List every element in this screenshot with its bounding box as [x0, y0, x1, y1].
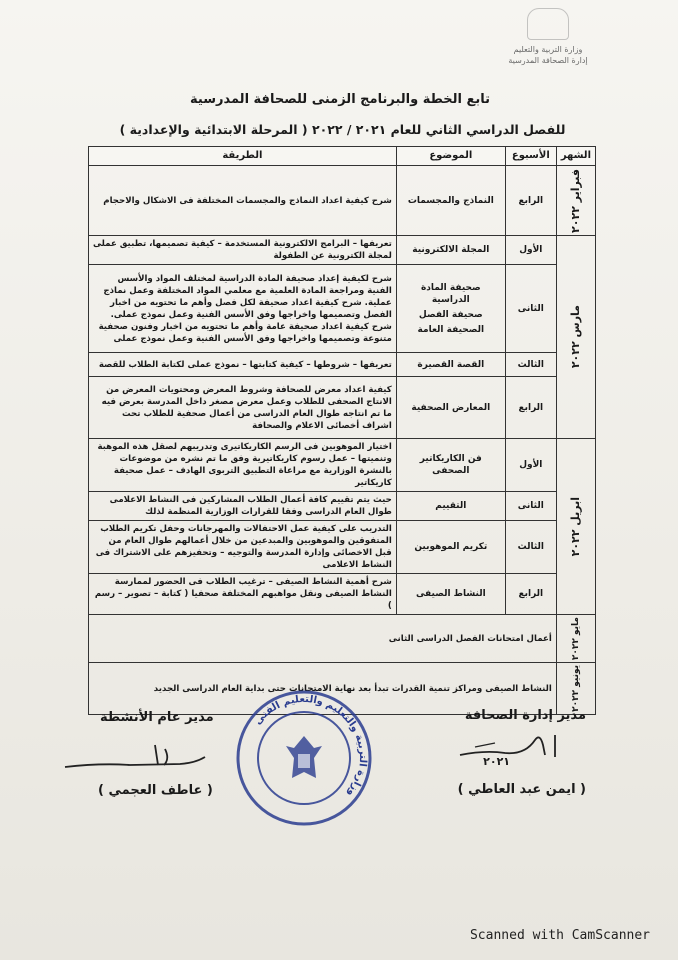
month-label: يونيو ٢٠٢٢: [570, 665, 581, 712]
activities-director-signature: [60, 735, 210, 780]
week-cell: الرابع: [505, 377, 556, 439]
table-row: [89, 353, 596, 377]
logo-line-2: إدارة الصحافة المدرسية: [508, 56, 588, 65]
week-cell: الرابع: [505, 166, 556, 236]
document-title: تابع الخطة والبرنامج الزمنى للصحافة المدرسية: [190, 92, 490, 107]
table-row: [89, 265, 596, 353]
week-cell: الثالث: [505, 521, 556, 574]
month-cell: [556, 236, 595, 439]
header-topic: الموضوع: [396, 147, 505, 166]
month-cell: [556, 166, 595, 236]
month-label: مايو ٢٠٢٢: [570, 617, 581, 661]
topic-cell: المعارض الصحفية: [396, 377, 505, 439]
week-cell: الأول: [505, 236, 556, 265]
table-row: [89, 236, 596, 265]
week-cell: الثانى: [505, 492, 556, 521]
topic-subject-paper: صحيفة المادة الدراسية: [420, 282, 481, 305]
span-cell: أعمال امتحانات الفصل الدراسى الثانى: [89, 615, 557, 663]
span-cell: النشاط الصيفى ومراكز تنمية القدرات تبدأ بعد نهاية الامتحانات حتى بداية العام الدراسى الجديد: [89, 663, 557, 715]
table-row: [89, 377, 596, 439]
method-cell: التدريب على كيفية عمل الاحتفالات والمهرجانات وحفل تكريم الطلاب المتفوقين والموهوبين والمبدعين من خلال أعمالهم طوال العام من قبل الاخصائى وإدارة المدرسة والتوجيه – وتحفيزهم على الاشتراك فى النشاط الاعلامى: [89, 521, 397, 574]
method-cell: تعريفها – البرامج الالكترونية المستخدمة – كيفية تصميمها، تطبيق عملى لمجلة الكترونية عن الطفولة: [89, 236, 397, 265]
method-cell: تعريفها – شروطها – كيفية كتابتها – نموذج عملى لكتابة الطلاب للقصة: [89, 353, 397, 377]
press-director-title: مدير إدارة الصحافة: [464, 708, 586, 723]
topic-class-paper: صحيفة الفصل: [418, 309, 483, 320]
topic-cell: المجلة الالكترونية: [396, 236, 505, 265]
method-cell: شرح كيفية اعداد النماذج والمجسمات المختلفة فى الاشكال والاحجام: [89, 166, 397, 236]
month-cell: [556, 439, 595, 615]
month-label: مارس ٢٠٢٢: [568, 305, 582, 369]
topic-cell: تكريم الموهوبين: [396, 521, 505, 574]
topic-cell: فن الكاريكاتير الصحفى: [396, 439, 505, 492]
topic-cell: النشاط الصيفى: [396, 574, 505, 615]
stamp-ring-text: وزارة التربية والتعليم والتعليم الفنى: [252, 693, 369, 799]
eagle-emblem-icon: [527, 8, 569, 40]
plan-table: [88, 146, 596, 715]
press-director-name: ( ايمن عبد العاطي ): [457, 782, 586, 797]
week-cell: الثالث: [505, 353, 556, 377]
month-cell: [556, 615, 595, 663]
table-row: [89, 439, 596, 492]
method-cell: حيث يتم تقييم كافة أعمال الطلاب المشاركين فى النشاط الاعلامى طوال العام الدراسى وفقا للقرارات الوزارية المنظمة لذلك: [89, 492, 397, 521]
table-row: [89, 615, 596, 663]
table-header-row: [89, 147, 596, 166]
table-row: [89, 166, 596, 236]
logo-line-1: وزارة التربية والتعليم: [513, 45, 583, 54]
signature-date: ٢٠٢١: [483, 755, 510, 768]
topic-cell: القصة القصيرة: [396, 353, 505, 377]
header-month: الشهر: [556, 147, 595, 166]
topic-cell: النماذج والمجسمات: [396, 166, 505, 236]
topic-cell: [396, 265, 505, 353]
topic-cell: التقييم: [396, 492, 505, 521]
week-cell: الرابع: [505, 574, 556, 615]
activities-director-name: ( عاطف العجمي ): [98, 783, 213, 798]
method-cell: كيفية اعداد معرض للصحافة وشروط المعرض ومحتويات المعرض من الانتاج الصحفى للطلاب وعمل معرض مصغر داخل المدرسة بعرض فيه ما تم انتاجه طوال العام الدراسى من أعمال صحفية للطلاب تحت اشراف أخصائى الاعلام والصحافة: [89, 377, 397, 439]
document-subtitle: للفصل الدراسي الثاني للعام ٢٠٢١ / ٢٠٢٢ ( المرحلة الابتدائية والإعدادية ): [119, 122, 566, 137]
month-label: فبراير ٢٠٢٢: [568, 168, 582, 233]
stamp-eagle-icon: [286, 736, 322, 778]
header-week: الأسبوع: [505, 147, 556, 166]
table-row: [89, 521, 596, 574]
week-cell: الأول: [505, 439, 556, 492]
press-director-signature: [455, 725, 575, 765]
table-row: [89, 492, 596, 521]
header-method: الطريقة: [89, 147, 397, 166]
official-stamp: [234, 688, 374, 828]
week-cell: الثانى: [505, 265, 556, 353]
table-row: [89, 574, 596, 615]
ministry-logo: [498, 8, 598, 88]
method-cell: اختيار الموهوبين فى الرسم الكاريكاتيرى وتدريبهم لصقل هذه الموهبة وتنميتها – عمل رسوم كاريكاتيرية وفق ما تم نشره من موضوعات بالنشرة الوزارية مع مراعاة التطبيق التربوى الهادف – عمل صحيفة كاريكاتير: [89, 439, 397, 492]
method-cell: شرح لكيفية إعداد صحيفة المادة الدراسية لمختلف المواد والأسس الفنية ومراجعة المادة العلمية مع معلمي المواد المختلفة وعمل نماذج عملية. شرح كيفية اعداد صحيفة لكل فصل وأهم ما تحتويه من اخبار الفصل وتصميمها واخراجها وفق الأسس الفنية وعمل نموذج عملى. شرح كيفية اعداد صحيفة عامة وأهم ما تحتويه من اخبار وفنون صحفية متنوعة وتصميمها واخراجها وفق الأسس الفنية وعمل نموذج عملى: [89, 265, 397, 353]
activities-director-title: مدير عام الأنشطة: [100, 710, 214, 725]
scanner-watermark: Scanned with CamScanner: [469, 928, 650, 943]
method-cell: شرح أهمية النشاط الصيفى – ترغيب الطلاب فى الحضور لممارسة النشاط الصيفى ونقل مواهبهم المختلفة صحفيا ( كتابة – تصوير – رسم ): [89, 574, 397, 615]
month-label: ابريل ٢٠٢٢: [568, 496, 582, 557]
month-cell: [556, 663, 595, 715]
topic-general-paper: الصحيفة العامة: [417, 324, 485, 335]
